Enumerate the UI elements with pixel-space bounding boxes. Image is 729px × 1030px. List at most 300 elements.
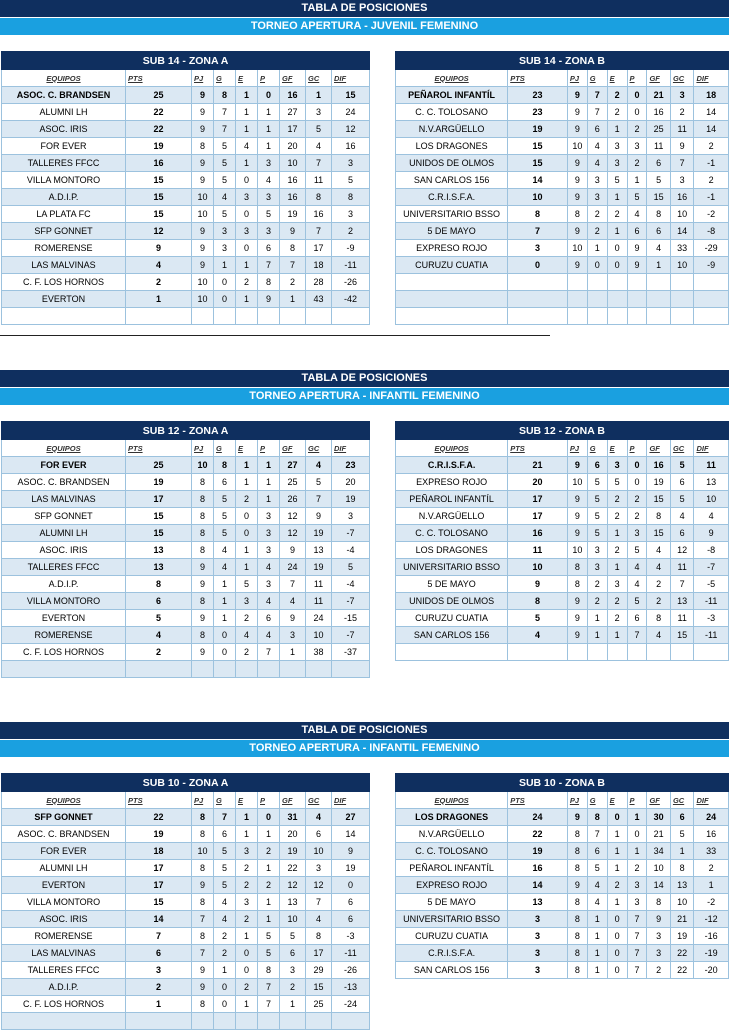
stat-cell-gc: 24 (306, 610, 332, 627)
stat-cell-e: 1 (236, 121, 258, 138)
column-header-g: G (214, 70, 236, 87)
stat-cell-p: 7 (627, 928, 647, 945)
stat-cell-g: 6 (587, 843, 607, 860)
table-row (396, 576, 729, 593)
team-name-cell: SAN CARLOS 156 (396, 962, 508, 979)
stat-cell-dif: 13 (694, 474, 728, 491)
stat-cell-p: 0 (627, 87, 647, 104)
table-row (396, 525, 729, 542)
stat-cell-gc: 29 (306, 962, 332, 979)
stat-cell-gf: 9 (280, 223, 306, 240)
stat-cell-pts: 13 (126, 542, 192, 559)
stat-cell-p: 2 (258, 877, 280, 894)
stat-cell-e: 2 (236, 860, 258, 877)
stat-cell-gf: 1 (280, 291, 306, 308)
stat-cell-pj: 8 (567, 559, 587, 576)
stat-cell-e: 1 (607, 223, 627, 240)
stat-cell-p: 2 (627, 155, 647, 172)
stat-cell-gf: 2 (647, 962, 671, 979)
stat-cell-dif: 11 (694, 457, 728, 474)
stat-cell-g: 0 (587, 257, 607, 274)
stat-cell-g: 0 (214, 274, 236, 291)
stat-cell-pts: 21 (508, 457, 568, 474)
stat-cell-gf: 16 (647, 104, 671, 121)
stat-cell-g: 6 (587, 121, 607, 138)
stat-cell-dif: -37 (332, 644, 370, 661)
stat-cell-e: 0 (607, 809, 627, 826)
stat-cell-g: 4 (214, 542, 236, 559)
stat-cell-pts: 7 (508, 223, 568, 240)
stat-cell-p: 2 (258, 843, 280, 860)
table-row (396, 206, 729, 223)
stat-cell-pts: 5 (126, 610, 192, 627)
stat-cell-gc: 19 (306, 559, 332, 576)
stat-cell-dif: 9 (694, 525, 728, 542)
empty-row (2, 661, 370, 678)
stat-cell-dif: 6 (332, 911, 370, 928)
column-header-dif: DIF (694, 70, 728, 87)
table-row (2, 826, 370, 843)
stat-cell-g: 5 (214, 843, 236, 860)
column-header-pj: PJ (567, 70, 587, 87)
stat-cell-gc: 7 (306, 894, 332, 911)
stat-cell-e: 1 (607, 860, 627, 877)
stat-cell-gf: 5 (647, 172, 671, 189)
stat-cell-gf: 6 (647, 155, 671, 172)
empty-row (396, 291, 729, 308)
stat-cell-dif: 19 (332, 491, 370, 508)
stat-cell-pts: 23 (508, 87, 568, 104)
stat-cell-pts: 14 (126, 911, 192, 928)
stat-cell-g: 1 (214, 257, 236, 274)
stat-cell-gf: 25 (280, 474, 306, 491)
stat-cell-pj: 8 (567, 894, 587, 911)
stat-cell-gc: 43 (306, 291, 332, 308)
table-row (2, 155, 370, 172)
stat-cell-g: 7 (214, 104, 236, 121)
stat-cell-pts: 10 (508, 189, 568, 206)
stat-cell-g: 4 (214, 189, 236, 206)
stat-cell-e: 4 (236, 627, 258, 644)
stat-cell-gf: 10 (280, 911, 306, 928)
stat-cell-pj: 8 (192, 491, 214, 508)
stat-cell-p: 2 (627, 491, 647, 508)
column-header-dif: DIF (694, 440, 728, 457)
column-header-gf: GF (280, 440, 306, 457)
stat-cell-p: 4 (627, 206, 647, 223)
stat-cell-gc: 25 (306, 996, 332, 1013)
stat-cell-dif: 16 (332, 138, 370, 155)
stat-cell-gc: 19 (670, 928, 694, 945)
stat-cell-p: 4 (627, 559, 647, 576)
stat-cell-pts: 9 (508, 576, 568, 593)
stat-cell-dif: 24 (332, 104, 370, 121)
stat-cell-gc: 6 (670, 474, 694, 491)
stat-cell-gf: 10 (647, 860, 671, 877)
stat-cell-pj: 9 (192, 155, 214, 172)
stat-cell-e: 3 (607, 576, 627, 593)
stat-cell-gf: 6 (280, 945, 306, 962)
stat-cell-pj: 10 (567, 138, 587, 155)
table-row (396, 87, 729, 104)
stat-cell-g: 7 (587, 826, 607, 843)
team-name-cell: C.R.I.S.F.A. (396, 945, 508, 962)
stat-cell-pj: 10 (567, 474, 587, 491)
stat-cell-g: 2 (214, 945, 236, 962)
stat-cell-dif: -26 (332, 274, 370, 291)
stat-cell-pj: 8 (192, 525, 214, 542)
stat-cell-g: 7 (214, 121, 236, 138)
team-name-cell: EVERTON (2, 877, 126, 894)
stat-cell-e: 2 (607, 508, 627, 525)
team-name-cell: ASOC. C. BRANDSEN (2, 87, 126, 104)
column-header-p: P (627, 792, 647, 809)
stat-cell-e: 0 (236, 508, 258, 525)
column-header-gc: GC (306, 70, 332, 87)
stat-cell-pts: 1 (126, 291, 192, 308)
team-name-cell: UNIDOS DE OLMOS (396, 155, 508, 172)
team-name-cell: SFP GONNET (2, 223, 126, 240)
stat-cell-p: 3 (258, 189, 280, 206)
column-header-gc: GC (306, 440, 332, 457)
stat-cell-g: 5 (214, 138, 236, 155)
stat-cell-p: 7 (627, 945, 647, 962)
stat-cell-gc: 6 (670, 525, 694, 542)
stat-cell-pts: 22 (126, 809, 192, 826)
stat-cell-dif: -8 (694, 542, 728, 559)
stat-cell-gc: 8 (306, 928, 332, 945)
team-name-cell: A.D.I.P. (2, 189, 126, 206)
team-name-cell: ASOC. IRIS (2, 121, 126, 138)
stat-cell-pts: 19 (126, 826, 192, 843)
stat-cell-pj: 9 (192, 104, 214, 121)
stat-cell-gf: 3 (647, 945, 671, 962)
team-name-cell: ROMERENSE (2, 627, 126, 644)
stat-cell-g: 4 (214, 894, 236, 911)
stat-cell-dif: 3 (332, 206, 370, 223)
stat-cell-pts: 17 (508, 508, 568, 525)
stat-cell-pj: 9 (192, 87, 214, 104)
table-row (396, 945, 729, 962)
stat-cell-e: 3 (236, 593, 258, 610)
column-header-pts: PTS (508, 70, 568, 87)
stat-cell-e: 4 (236, 138, 258, 155)
stat-cell-pj: 8 (192, 996, 214, 1013)
stat-cell-p: 1 (258, 457, 280, 474)
stat-cell-g: 4 (587, 138, 607, 155)
stat-cell-g: 1 (587, 962, 607, 979)
stat-cell-gf: 16 (280, 172, 306, 189)
stat-cell-e: 3 (236, 189, 258, 206)
team-name-cell: ROMERENSE (2, 928, 126, 945)
stat-cell-g: 1 (214, 593, 236, 610)
column-header-pts: PTS (508, 440, 568, 457)
zone-title: SUB 10 - ZONA B (396, 774, 729, 792)
column-header-g: G (587, 440, 607, 457)
stat-cell-g: 3 (587, 172, 607, 189)
stat-cell-pj: 10 (567, 240, 587, 257)
stat-cell-e: 1 (236, 559, 258, 576)
stat-cell-dif: 0 (332, 877, 370, 894)
stat-cell-pts: 16 (508, 860, 568, 877)
column-header-gf: GF (647, 70, 671, 87)
team-name-cell: ASOC. IRIS (2, 542, 126, 559)
column-header-gc: GC (670, 440, 694, 457)
stat-cell-gf: 4 (647, 542, 671, 559)
stat-cell-pj: 9 (567, 104, 587, 121)
stat-cell-dif: 24 (694, 809, 728, 826)
table-row (2, 274, 370, 291)
section-subtitle: TORNEO APERTURA - JUVENIL FEMENINO (0, 18, 729, 35)
stat-cell-pts: 19 (126, 138, 192, 155)
stat-cell-pj: 8 (192, 928, 214, 945)
stat-cell-p: 6 (258, 610, 280, 627)
table-row (2, 627, 370, 644)
stat-cell-p: 1 (627, 843, 647, 860)
stat-cell-dif: -26 (332, 962, 370, 979)
stat-cell-pj: 10 (192, 291, 214, 308)
stat-cell-dif: 23 (332, 457, 370, 474)
stat-cell-gf: 1 (280, 644, 306, 661)
stat-cell-p: 1 (258, 860, 280, 877)
team-name-cell: C. F. LOS HORNOS (2, 274, 126, 291)
stat-cell-p: 3 (258, 508, 280, 525)
stat-cell-pj: 9 (192, 962, 214, 979)
standings-table (395, 421, 729, 661)
team-name-cell: LOS DRAGONES (396, 809, 508, 826)
stat-cell-pj: 10 (192, 206, 214, 223)
table-row (396, 121, 729, 138)
empty-row (396, 308, 729, 325)
table-row (2, 593, 370, 610)
stat-cell-gf: 17 (280, 121, 306, 138)
stat-cell-pj: 9 (192, 257, 214, 274)
stat-cell-gf: 15 (647, 525, 671, 542)
column-header-equipos: EQUIPOS (396, 792, 508, 809)
stat-cell-pts: 17 (126, 877, 192, 894)
stat-cell-gc: 5 (306, 474, 332, 491)
stat-cell-gc: 3 (670, 87, 694, 104)
stat-cell-dif: -15 (332, 610, 370, 627)
table-row (2, 559, 370, 576)
stat-cell-pts: 8 (126, 576, 192, 593)
stat-cell-g: 5 (214, 877, 236, 894)
column-header-pts: PTS (126, 792, 192, 809)
stat-cell-gf: 8 (647, 508, 671, 525)
stat-cell-gc: 10 (670, 206, 694, 223)
stat-cell-g: 1 (214, 962, 236, 979)
stat-cell-p: 4 (258, 593, 280, 610)
zone-title: SUB 14 - ZONA B (396, 52, 729, 70)
stat-cell-gc: 1 (670, 843, 694, 860)
column-header-pj: PJ (192, 792, 214, 809)
column-header-gf: GF (647, 440, 671, 457)
stat-cell-e: 1 (607, 843, 627, 860)
table-row (396, 474, 729, 491)
stat-cell-gf: 12 (280, 877, 306, 894)
team-name-cell: EXPRESO ROJO (396, 877, 508, 894)
stat-cell-gc: 11 (670, 610, 694, 627)
stat-cell-pj: 9 (567, 627, 587, 644)
stat-cell-gc: 4 (306, 457, 332, 474)
stat-cell-gc: 3 (306, 104, 332, 121)
team-name-cell: ASOC. C. BRANDSEN (2, 474, 126, 491)
stat-cell-g: 2 (587, 223, 607, 240)
table-row (396, 962, 729, 979)
stat-cell-gf: 4 (647, 559, 671, 576)
stat-cell-pts: 6 (126, 945, 192, 962)
table-row (2, 894, 370, 911)
stat-cell-gf: 20 (280, 138, 306, 155)
stat-cell-e: 1 (607, 121, 627, 138)
stat-cell-gc: 10 (670, 257, 694, 274)
table-row (2, 474, 370, 491)
table-row (396, 155, 729, 172)
team-name-cell: LA PLATA FC (2, 206, 126, 223)
stat-cell-g: 2 (587, 206, 607, 223)
stat-cell-pts: 8 (508, 593, 568, 610)
stat-cell-pts: 0 (508, 257, 568, 274)
stat-cell-gf: 2 (280, 979, 306, 996)
stat-cell-dif: 18 (694, 87, 728, 104)
table-row (396, 593, 729, 610)
column-header-dif: DIF (694, 792, 728, 809)
stat-cell-g: 1 (587, 627, 607, 644)
stat-cell-e: 0 (236, 525, 258, 542)
column-header-dif: DIF (332, 70, 370, 87)
column-header-e: E (607, 70, 627, 87)
stat-cell-g: 8 (214, 457, 236, 474)
stat-cell-gc: 33 (670, 240, 694, 257)
column-header-e: E (236, 792, 258, 809)
stat-cell-pts: 3 (508, 945, 568, 962)
stat-cell-pts: 2 (126, 979, 192, 996)
stat-cell-gf: 9 (280, 610, 306, 627)
stat-cell-e: 2 (607, 610, 627, 627)
stat-cell-e: 2 (607, 206, 627, 223)
stat-cell-pj: 8 (192, 860, 214, 877)
stat-cell-e: 2 (607, 877, 627, 894)
stat-cell-pts: 2 (126, 644, 192, 661)
stat-cell-gf: 3 (280, 627, 306, 644)
stat-cell-e: 5 (607, 474, 627, 491)
stat-cell-dif: 5 (332, 559, 370, 576)
stat-cell-p: 0 (627, 826, 647, 843)
table-row (396, 843, 729, 860)
table-row (2, 945, 370, 962)
section-title: TABLA DE POSICIONES (0, 722, 729, 739)
zone-title: SUB 12 - ZONA A (2, 422, 370, 440)
stat-cell-gc: 9 (670, 138, 694, 155)
stat-cell-p: 8 (258, 274, 280, 291)
table-row (2, 240, 370, 257)
stat-cell-gf: 1 (647, 257, 671, 274)
stat-cell-pts: 4 (126, 257, 192, 274)
team-name-cell: C.R.I.S.F.A. (396, 457, 508, 474)
table-row (396, 894, 729, 911)
stat-cell-gf: 19 (280, 206, 306, 223)
stat-cell-gc: 15 (306, 979, 332, 996)
stat-cell-gc: 9 (306, 508, 332, 525)
table-row (2, 860, 370, 877)
team-name-cell: N.V.ARGÜELLO (396, 826, 508, 843)
stat-cell-gc: 16 (670, 189, 694, 206)
stat-cell-pj: 9 (567, 525, 587, 542)
stat-cell-gc: 12 (670, 542, 694, 559)
stat-cell-dif: 3 (332, 155, 370, 172)
stat-cell-pj: 9 (567, 877, 587, 894)
stat-cell-dif: -11 (694, 627, 728, 644)
stat-cell-g: 1 (587, 240, 607, 257)
stat-cell-pj: 10 (192, 457, 214, 474)
table-row (2, 610, 370, 627)
stat-cell-dif: -7 (332, 525, 370, 542)
column-header-equipos: EQUIPOS (396, 440, 508, 457)
stat-cell-dif: -29 (694, 240, 728, 257)
stat-cell-gc: 7 (306, 491, 332, 508)
stat-cell-p: 0 (258, 809, 280, 826)
stat-cell-p: 5 (258, 928, 280, 945)
table-row (396, 508, 729, 525)
stat-cell-p: 9 (258, 291, 280, 308)
stat-cell-pts: 15 (508, 138, 568, 155)
stat-cell-e: 2 (607, 87, 627, 104)
column-header-pts: PTS (508, 792, 568, 809)
stat-cell-p: 5 (627, 542, 647, 559)
standings-table (395, 51, 729, 325)
table-row (2, 542, 370, 559)
column-header-gc: GC (670, 792, 694, 809)
stat-cell-g: 3 (587, 189, 607, 206)
stat-cell-gf: 27 (280, 457, 306, 474)
table-row (396, 627, 729, 644)
stat-cell-g: 1 (587, 928, 607, 945)
standings-table (395, 773, 729, 979)
stat-cell-g: 4 (587, 894, 607, 911)
stat-cell-gf: 6 (647, 223, 671, 240)
column-header-equipos: EQUIPOS (2, 70, 126, 87)
team-name-cell: FOR EVER (2, 843, 126, 860)
stat-cell-p: 5 (627, 189, 647, 206)
team-name-cell: TALLERES FFCC (2, 962, 126, 979)
stat-cell-pts: 15 (126, 894, 192, 911)
stat-cell-gc: 28 (306, 274, 332, 291)
stat-cell-p: 7 (258, 644, 280, 661)
stat-cell-gc: 3 (670, 172, 694, 189)
stat-cell-p: 5 (258, 206, 280, 223)
table-row (396, 257, 729, 274)
column-header-gc: GC (306, 792, 332, 809)
table-row (2, 104, 370, 121)
stat-cell-g: 0 (214, 644, 236, 661)
stat-cell-pj: 8 (567, 928, 587, 945)
stat-cell-pj: 8 (567, 206, 587, 223)
stat-cell-p: 1 (258, 911, 280, 928)
stat-cell-g: 2 (587, 593, 607, 610)
team-name-cell: CURUZU CUATIA (396, 610, 508, 627)
stat-cell-pj: 9 (567, 121, 587, 138)
stat-cell-p: 8 (258, 962, 280, 979)
zone-title: SUB 10 - ZONA A (2, 774, 370, 792)
stat-cell-gc: 5 (670, 457, 694, 474)
stat-cell-gc: 1 (306, 87, 332, 104)
stat-cell-dif: -12 (694, 911, 728, 928)
stat-cell-pj: 9 (567, 155, 587, 172)
stat-cell-pj: 9 (567, 87, 587, 104)
stat-cell-gc: 6 (306, 826, 332, 843)
stat-cell-dif: -19 (694, 945, 728, 962)
stat-cell-g: 8 (587, 809, 607, 826)
